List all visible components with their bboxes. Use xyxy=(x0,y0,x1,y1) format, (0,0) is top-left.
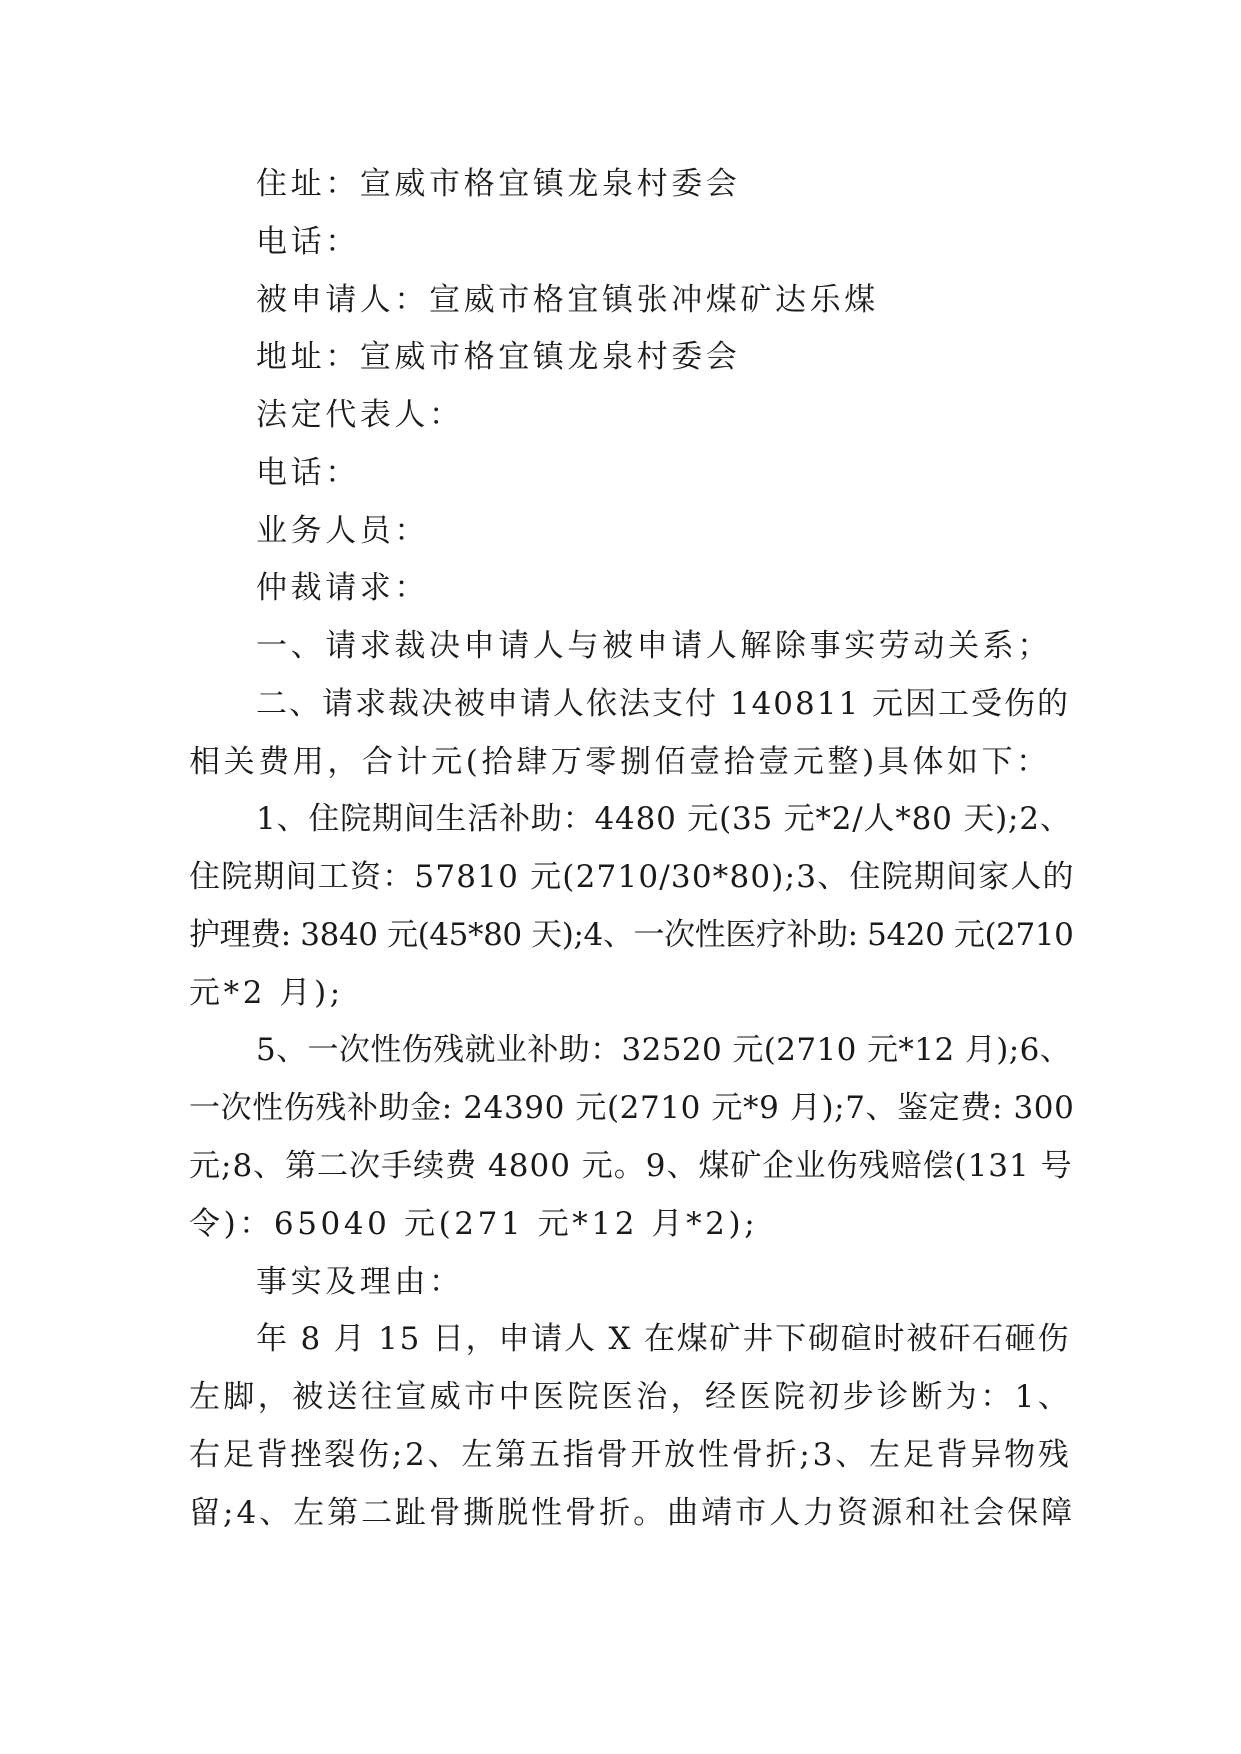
expense-line-7: 元;8、第二次手续费 4800 元。9、煤矿企业伤残赔偿(131 号 xyxy=(189,1148,1073,1184)
expense-line-8: 令)：65040 元(271 元*12 月*2); xyxy=(189,1206,759,1242)
legal-representative-line: 法定代表人： xyxy=(256,397,464,433)
expense-line-2: 住院期间工资：57810 元(2710/30*80);3、住院期间家人的 xyxy=(189,859,1075,895)
facts-line-2: 左脚，被送往宣威市中医院医治，经医院初步诊断为：1、 xyxy=(189,1379,1073,1415)
respondent-address-line: 地址：宣威市格宜镇龙泉村委会 xyxy=(256,339,741,375)
facts-line-4: 留;4、左第二趾骨撕脱性骨折。曲靖市人力资源和社会保障 xyxy=(189,1495,1076,1531)
claim-1-line: 一、请求裁决申请人与被申请人解除事实劳动关系； xyxy=(256,628,1052,664)
applicant-address-line: 住址：宣威市格宜镇龙泉村委会 xyxy=(256,166,741,202)
expense-line-1: 1、住院期间生活补助：4480 元(35 元*2/人*80 天);2、 xyxy=(256,801,1072,837)
expense-line-3: 护理费: 3840 元(45*80 天);4、一次性医疗补助: 5420 元(2710 xyxy=(189,917,1074,953)
expense-line-5: 5、一次性伤残就业补助：32520 元(2710 元*12 月);6、 xyxy=(256,1032,1072,1068)
expense-line-6: 一次性伤残补助金: 24390 元(2710 元*9 月);7、鉴定费: 300 xyxy=(189,1090,1075,1126)
facts-heading: 事实及理由： xyxy=(256,1264,464,1300)
applicant-phone-line: 电话： xyxy=(256,224,360,260)
facts-line-3: 右足背挫裂伤;2、左第五指骨开放性骨折;3、左足背异物残 xyxy=(189,1437,1072,1473)
facts-line-1: 年 8 月 15 日，申请人 X 在煤矿井下砌碹时被矸石砸伤 xyxy=(256,1321,1071,1357)
claim-2-line-2: 相关费用，合计元(拾肆万零捌佰壹拾壹元整)具体如下： xyxy=(189,744,1051,780)
staff-line: 业务人员： xyxy=(256,513,429,549)
respondent-line: 被申请人：宣威市格宜镇张冲煤矿达乐煤 xyxy=(256,282,879,318)
claims-heading: 仲裁请求： xyxy=(256,570,429,606)
respondent-phone-line: 电话： xyxy=(256,455,360,491)
claim-2-line-1: 二、请求裁决被申请人依法支付 140811 元因工受伤的 xyxy=(256,686,1071,722)
expense-line-4: 元*2 月); xyxy=(189,975,344,1011)
